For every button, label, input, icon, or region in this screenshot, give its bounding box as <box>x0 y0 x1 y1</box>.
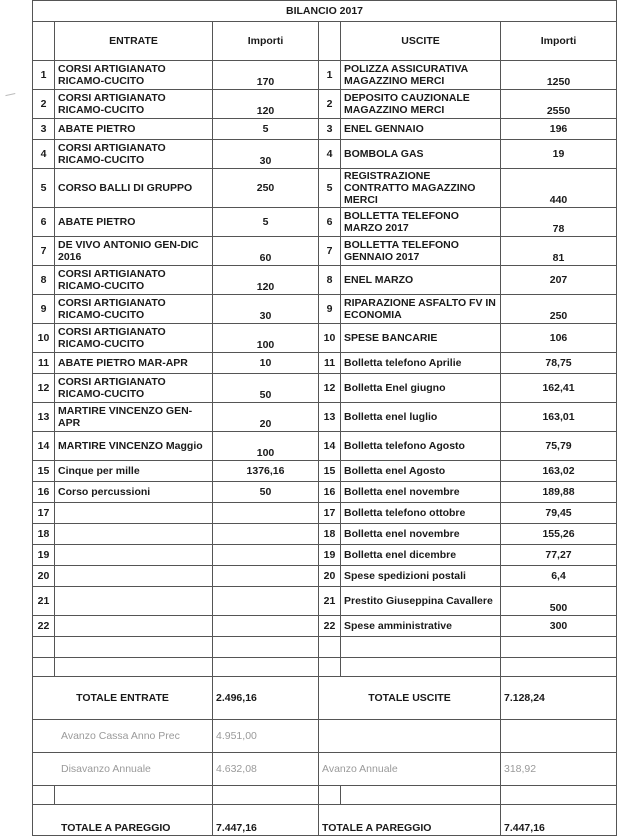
uscita-description: Spese amministrative <box>341 616 501 637</box>
row-number-uscite: 1 <box>319 61 341 90</box>
entrata-description: ABATE PIETRO MAR-APR <box>55 353 213 374</box>
uscita-description: Bolletta enel luglio <box>341 403 501 432</box>
entrata-description: CORSI ARTIGIANATO RICAMO-CUCITO <box>55 61 213 90</box>
entrata-amount: 170 <box>213 61 319 90</box>
entrata-description: CORSO BALLI DI GRUPPO <box>55 169 213 208</box>
avanzo-annuale-value: 318,92 <box>501 753 617 786</box>
uscita-description: BOLLETTA TELEFONO MARZO 2017 <box>341 208 501 237</box>
avanzo-annuale-label: Avanzo Annuale <box>319 753 501 786</box>
entrata-description: ABATE PIETRO <box>55 208 213 237</box>
empty-cell <box>341 658 501 677</box>
entrata-amount <box>213 587 319 616</box>
row-number-uscite: 12 <box>319 374 341 403</box>
entrata-amount: 5 <box>213 208 319 237</box>
row-number-entrate: 16 <box>33 482 55 503</box>
row-number-uscite: 6 <box>319 208 341 237</box>
empty-cell <box>319 22 341 61</box>
table-row <box>33 324 617 353</box>
row-number-entrate: 8 <box>33 266 55 295</box>
table-row <box>33 61 617 90</box>
empty-cell <box>501 786 617 805</box>
entrata-amount: 1376,16 <box>213 461 319 482</box>
row-number-uscite: 13 <box>319 403 341 432</box>
empty-cell <box>501 720 617 753</box>
uscita-description: DEPOSITO CAUZIONALE MAGAZZINO MERCI <box>341 90 501 119</box>
row-number-entrate: 9 <box>33 295 55 324</box>
uscita-description: Spese spedizioni postali <box>341 566 501 587</box>
entrata-description: CORSI ARTIGIANATO RICAMO-CUCITO <box>55 90 213 119</box>
table-row <box>33 208 617 237</box>
entrata-description: MARTIRE VINCENZO Maggio <box>55 432 213 461</box>
row-number-uscite: 14 <box>319 432 341 461</box>
table-row <box>33 374 617 403</box>
avanzo-cassa-value: 4.951,00 <box>213 720 319 753</box>
row-number-entrate: 4 <box>33 140 55 169</box>
empty-cell <box>213 786 319 805</box>
entrata-description: Cinque per mille <box>55 461 213 482</box>
row-number-entrate: 3 <box>33 119 55 140</box>
row-number-uscite: 21 <box>319 587 341 616</box>
empty-cell <box>319 658 341 677</box>
row-number-uscite: 17 <box>319 503 341 524</box>
uscita-amount: 196 <box>501 119 617 140</box>
entrata-amount: 30 <box>213 140 319 169</box>
pareggio-right-label: TOTALE A PAREGGIO <box>319 805 501 836</box>
uscita-amount: 2550 <box>501 90 617 119</box>
uscita-description: Bolletta Enel giugno <box>341 374 501 403</box>
budget-table <box>32 0 617 836</box>
entrata-amount: 100 <box>213 432 319 461</box>
entrata-amount <box>213 524 319 545</box>
row-number-entrate: 6 <box>33 208 55 237</box>
uscita-description: BOMBOLA GAS <box>341 140 501 169</box>
row-number-uscite: 8 <box>319 266 341 295</box>
page-title: BILANCIO 2017 <box>33 1 617 22</box>
uscita-description: Bolletta enel novembre <box>341 524 501 545</box>
uscita-description: ENEL GENNAIO <box>341 119 501 140</box>
empty-cell <box>501 658 617 677</box>
total-uscite-value: 7.128,24 <box>501 677 617 720</box>
row-number-entrate: 12 <box>33 374 55 403</box>
row-number-entrate: 15 <box>33 461 55 482</box>
row-number-entrate: 5 <box>33 169 55 208</box>
entrata-description <box>55 503 213 524</box>
table-row <box>33 140 617 169</box>
table-row <box>33 266 617 295</box>
entrata-amount <box>213 545 319 566</box>
row-number-entrate: 20 <box>33 566 55 587</box>
table-row <box>33 482 617 503</box>
uscita-amount: 75,79 <box>501 432 617 461</box>
row-number-uscite: 2 <box>319 90 341 119</box>
table-row <box>33 616 617 637</box>
table-row <box>33 237 617 266</box>
uscita-amount: 163,02 <box>501 461 617 482</box>
pareggio-right-value: 7.447,16 <box>501 805 617 836</box>
entrata-amount: 50 <box>213 374 319 403</box>
uscita-amount: 81 <box>501 237 617 266</box>
entrata-description <box>55 616 213 637</box>
entrata-amount: 5 <box>213 119 319 140</box>
avanzo-cassa-label: Avanzo Cassa Anno Prec <box>33 720 213 753</box>
entrata-amount <box>213 566 319 587</box>
uscita-description: Bolletta telefono Agosto <box>341 432 501 461</box>
empty-cell <box>33 786 55 805</box>
budget-sheet <box>32 0 616 834</box>
empty-cell <box>341 637 501 658</box>
uscita-description: Bolletta enel dicembre <box>341 545 501 566</box>
table-row <box>33 461 617 482</box>
row-number-uscite: 18 <box>319 524 341 545</box>
row-number-entrate: 7 <box>33 237 55 266</box>
table-row <box>33 169 617 208</box>
row-number-entrate: 18 <box>33 524 55 545</box>
uscita-amount: 500 <box>501 587 617 616</box>
header-importi-entrate: Importi <box>213 22 319 61</box>
row-number-entrate: 22 <box>33 616 55 637</box>
empty-cell <box>55 786 213 805</box>
row-number-entrate: 14 <box>33 432 55 461</box>
uscita-amount: 106 <box>501 324 617 353</box>
row-number-uscite: 7 <box>319 237 341 266</box>
table-row <box>33 524 617 545</box>
total-entrate-value: 2.496,16 <box>213 677 319 720</box>
table-row <box>33 403 617 432</box>
uscita-amount: 440 <box>501 169 617 208</box>
uscita-description: BOLLETTA TELEFONO GENNAIO 2017 <box>341 237 501 266</box>
row-number-uscite: 9 <box>319 295 341 324</box>
empty-cell <box>33 637 55 658</box>
empty-cell <box>55 637 213 658</box>
empty-cell <box>319 786 341 805</box>
entrata-description: CORSI ARTIGIANATO RICAMO-CUCITO <box>55 374 213 403</box>
uscita-amount: 189,88 <box>501 482 617 503</box>
row-number-entrate: 21 <box>33 587 55 616</box>
uscita-amount: 155,26 <box>501 524 617 545</box>
row-number-entrate: 2 <box>33 90 55 119</box>
empty-cell <box>341 786 501 805</box>
entrata-amount: 20 <box>213 403 319 432</box>
uscita-description: Bolletta enel novembre <box>341 482 501 503</box>
disavanzo-value: 4.632,08 <box>213 753 319 786</box>
table-row <box>33 295 617 324</box>
table-row <box>33 503 617 524</box>
row-number-entrate: 13 <box>33 403 55 432</box>
disavanzo-label: Disavanzo Annuale <box>33 753 213 786</box>
entrata-description: MARTIRE VINCENZO GEN-APR <box>55 403 213 432</box>
uscita-amount: 77,27 <box>501 545 617 566</box>
table-row <box>33 432 617 461</box>
empty-cell <box>33 658 55 677</box>
total-entrate-label: TOTALE ENTRATE <box>33 677 213 720</box>
uscita-description: ENEL MARZO <box>341 266 501 295</box>
row-number-uscite: 11 <box>319 353 341 374</box>
uscita-description: Bolletta telefono Aprilie <box>341 353 501 374</box>
row-number-entrate: 19 <box>33 545 55 566</box>
uscita-amount: 163,01 <box>501 403 617 432</box>
entrata-description <box>55 566 213 587</box>
table-row <box>33 587 617 616</box>
entrata-description: CORSI ARTIGIANATO RICAMO-CUCITO <box>55 295 213 324</box>
uscita-description: RIPARAZIONE ASFALTO FV IN ECONOMIA <box>341 295 501 324</box>
uscita-description: Prestito Giuseppina Cavallere <box>341 587 501 616</box>
entrata-description <box>55 587 213 616</box>
uscita-amount: 6,4 <box>501 566 617 587</box>
uscita-description: Bolletta telefono ottobre <box>341 503 501 524</box>
row-number-uscite: 3 <box>319 119 341 140</box>
entrata-description: DE VIVO ANTONIO GEN-DIC 2016 <box>55 237 213 266</box>
uscita-description: Bolletta enel Agosto <box>341 461 501 482</box>
header-uscite: USCITE <box>341 22 501 61</box>
empty-cell <box>213 658 319 677</box>
uscita-amount: 1250 <box>501 61 617 90</box>
uscita-amount: 78 <box>501 208 617 237</box>
row-number-entrate: 10 <box>33 324 55 353</box>
pareggio-left-value: 7.447,16 <box>213 805 319 836</box>
row-number-entrate: 1 <box>33 61 55 90</box>
entrata-amount: 10 <box>213 353 319 374</box>
row-number-uscite: 19 <box>319 545 341 566</box>
row-number-uscite: 5 <box>319 169 341 208</box>
entrata-description <box>55 545 213 566</box>
uscita-description: REGISTRAZIONE CONTRATTO MAGAZZINO MERCI <box>341 169 501 208</box>
row-number-uscite: 15 <box>319 461 341 482</box>
entrata-description: CORSI ARTIGIANATO RICAMO-CUCITO <box>55 266 213 295</box>
uscita-amount: 162,41 <box>501 374 617 403</box>
header-importi-uscite: Importi <box>501 22 617 61</box>
table-row <box>33 545 617 566</box>
uscita-amount: 207 <box>501 266 617 295</box>
entrata-amount: 50 <box>213 482 319 503</box>
header-entrate: ENTRATE <box>55 22 213 61</box>
total-uscite-label: TOTALE USCITE <box>319 677 501 720</box>
table-row <box>33 90 617 119</box>
row-number-uscite: 22 <box>319 616 341 637</box>
entrata-amount: 30 <box>213 295 319 324</box>
empty-cell <box>33 22 55 61</box>
row-number-entrate: 17 <box>33 503 55 524</box>
entrata-description <box>55 524 213 545</box>
row-number-entrate: 11 <box>33 353 55 374</box>
table-row <box>33 566 617 587</box>
table-row <box>33 119 617 140</box>
entrata-amount: 120 <box>213 90 319 119</box>
empty-cell <box>319 720 501 753</box>
entrata-amount: 60 <box>213 237 319 266</box>
entrata-description: CORSI ARTIGIANATO RICAMO-CUCITO <box>55 140 213 169</box>
entrata-amount: 100 <box>213 324 319 353</box>
uscita-amount: 19 <box>501 140 617 169</box>
row-number-uscite: 20 <box>319 566 341 587</box>
table-row <box>33 353 617 374</box>
entrata-description: CORSI ARTIGIANATO RICAMO-CUCITO <box>55 324 213 353</box>
empty-cell <box>55 658 213 677</box>
entrata-amount <box>213 616 319 637</box>
row-number-uscite: 4 <box>319 140 341 169</box>
uscita-amount: 250 <box>501 295 617 324</box>
row-number-uscite: 16 <box>319 482 341 503</box>
uscita-description: POLIZZA ASSICURATIVA MAGAZZINO MERCI <box>341 61 501 90</box>
empty-cell <box>213 637 319 658</box>
uscita-amount: 79,45 <box>501 503 617 524</box>
empty-cell <box>501 637 617 658</box>
empty-cell <box>319 637 341 658</box>
uscita-amount: 78,75 <box>501 353 617 374</box>
pareggio-left-label: TOTALE A PAREGGIO <box>33 805 213 836</box>
scan-artifact <box>5 93 16 102</box>
uscita-description: SPESE BANCARIE <box>341 324 501 353</box>
entrata-amount: 120 <box>213 266 319 295</box>
uscita-amount: 300 <box>501 616 617 637</box>
entrata-description: Corso percussioni <box>55 482 213 503</box>
row-number-uscite: 10 <box>319 324 341 353</box>
entrata-description: ABATE PIETRO <box>55 119 213 140</box>
entrata-amount: 250 <box>213 169 319 208</box>
entrata-amount <box>213 503 319 524</box>
